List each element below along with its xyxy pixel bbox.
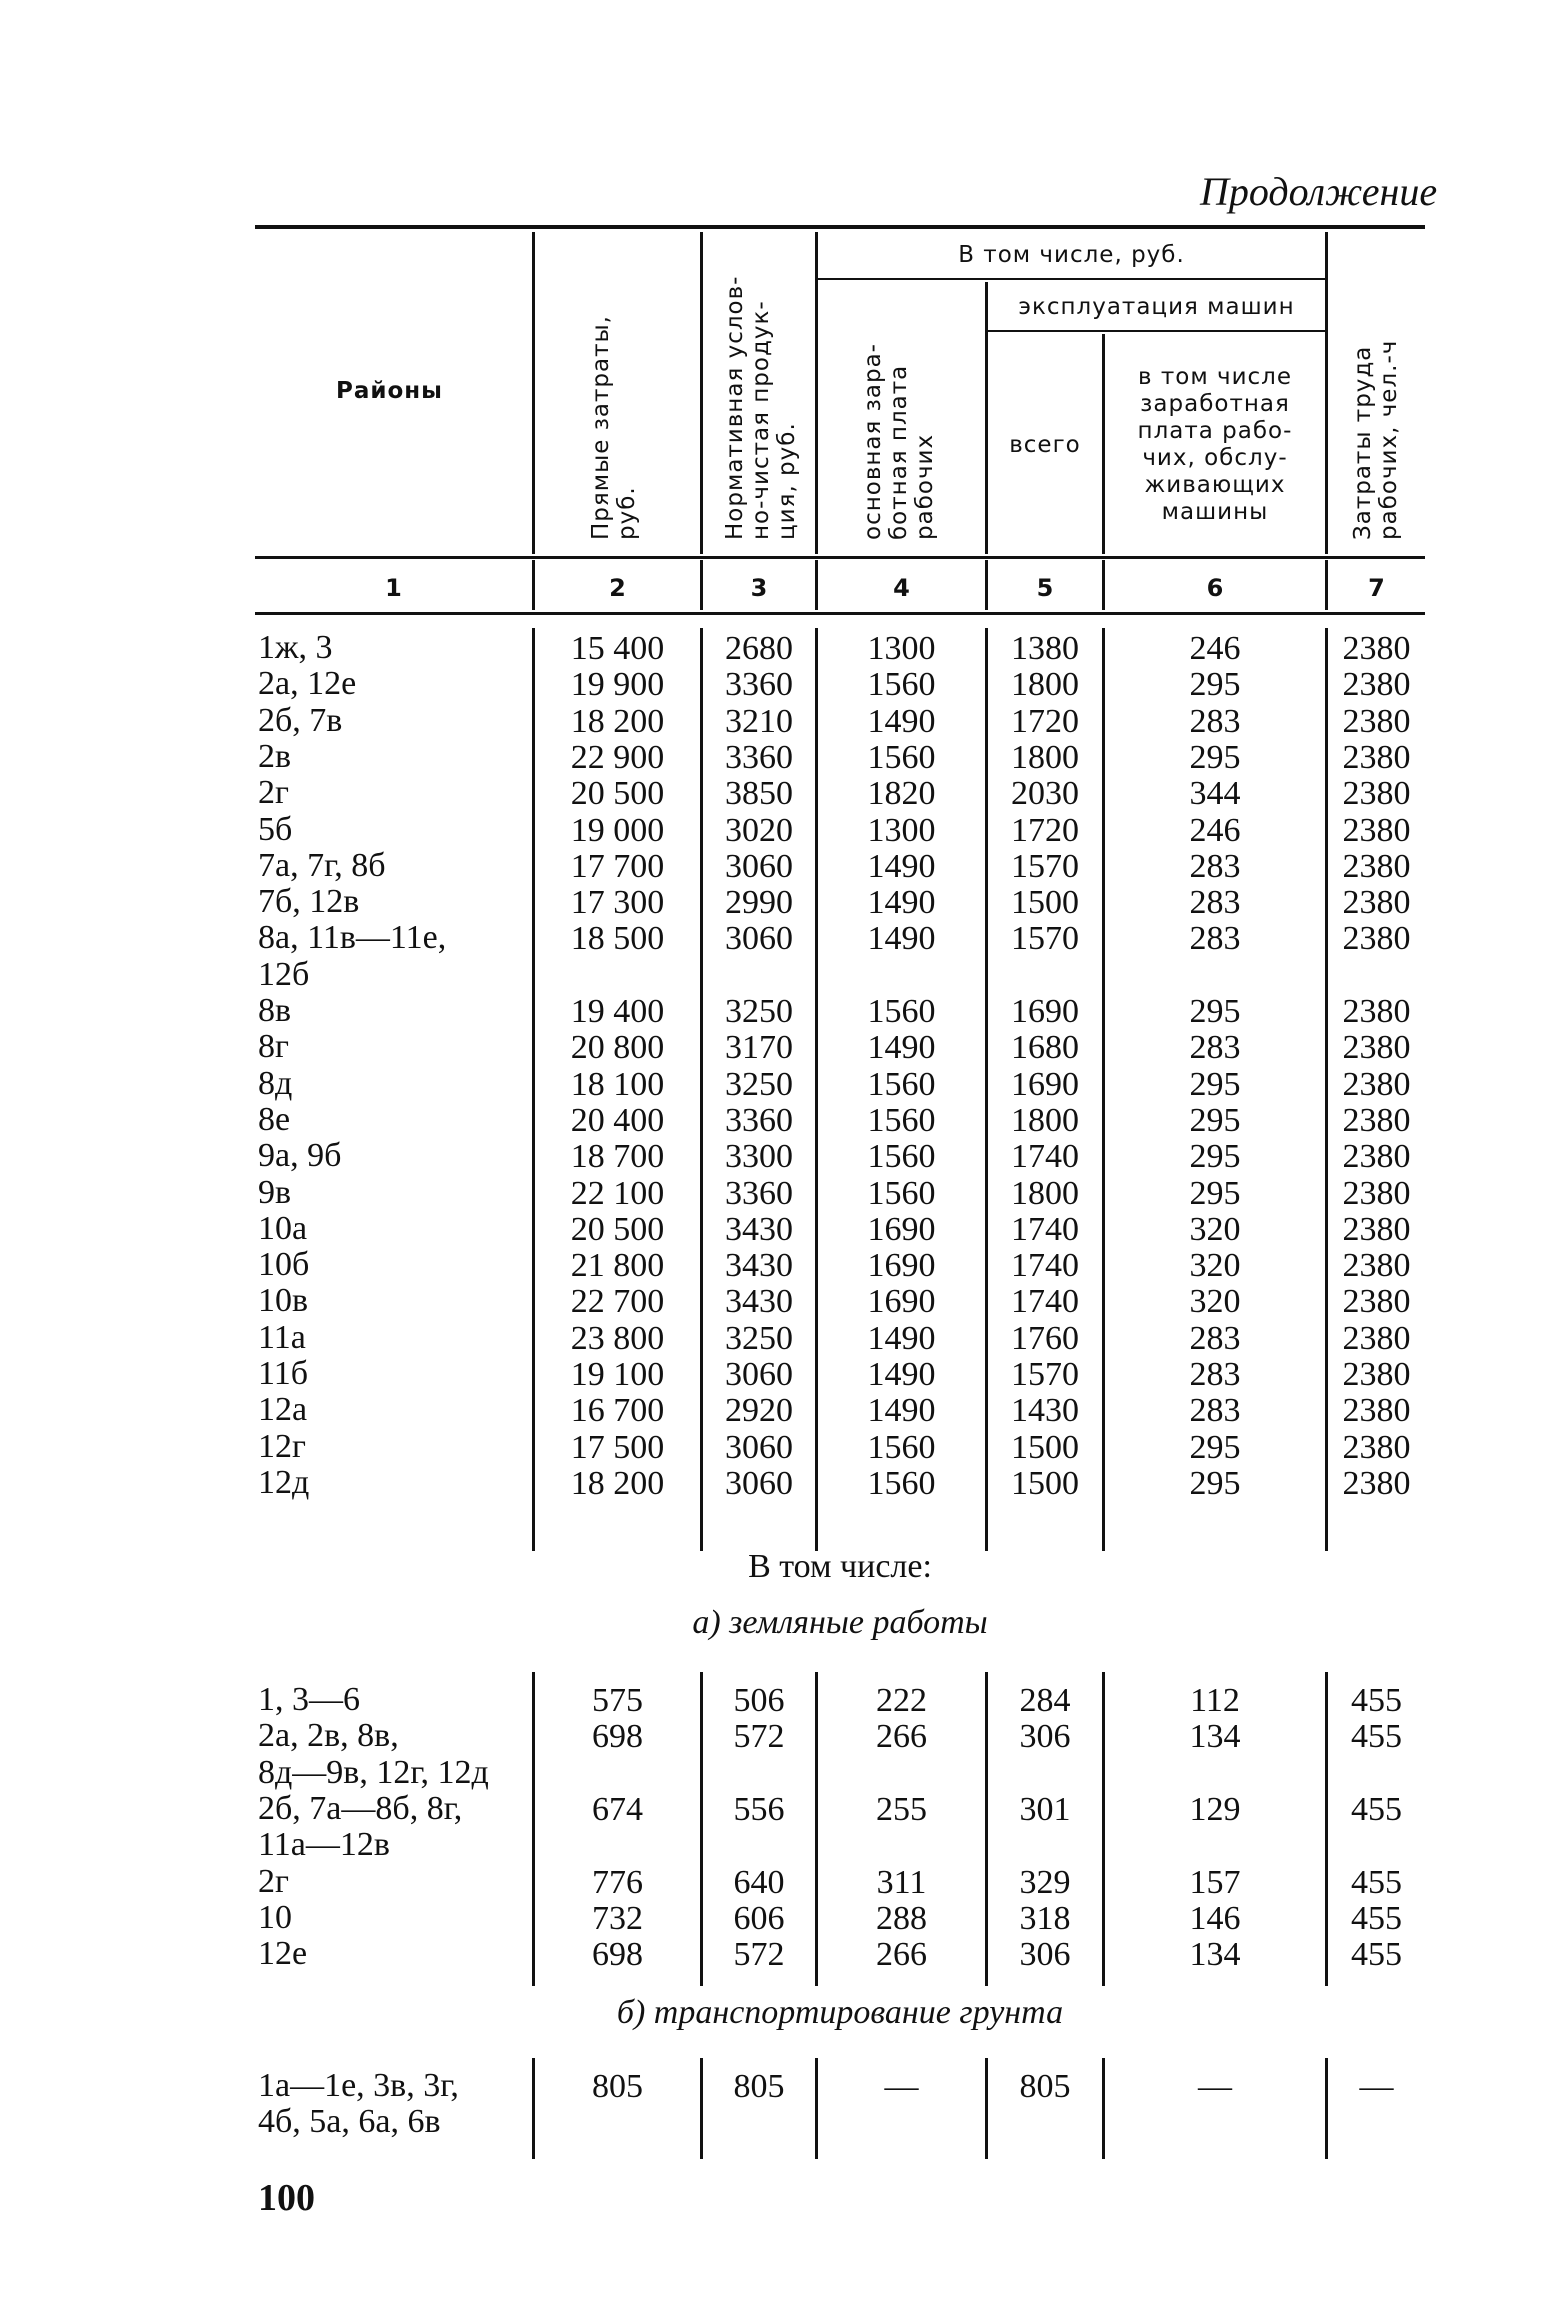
row-value-col-4: 1560 [867,666,936,704]
row-region-name: 9а, 9б [258,1137,342,1175]
row-value-col-4: — [884,2068,919,2105]
row-value-col-3: 3850 [725,775,793,813]
row-region-name: 10а [258,1209,308,1247]
row-value-col-4: 1560 [867,1138,936,1176]
row-value-col-6: 134 [1189,1936,1241,1974]
row-value-col-3: 640 [733,1863,785,1901]
row-region-name: 12б [258,955,310,993]
row-value-col-3: 3360 [725,666,793,704]
row-value-col-3: 3060 [725,1464,793,1502]
row-value-col-3: 3020 [725,811,793,849]
row-value-col-5: 1740 [1011,1247,1079,1285]
row-value-col-4: 1560 [867,1101,936,1139]
row-value-col-4: 1560 [867,1428,936,1466]
row-value-col-2: 698 [592,1936,643,1974]
header-vline-6 [1325,232,1328,554]
row-value-col-2: 17 700 [570,847,665,885]
row-value-col-2: 776 [592,1863,643,1901]
row-value-col-6: 295 [1189,1174,1241,1212]
row-value-col-7: 2380 [1342,1065,1411,1103]
page-number: 100 [258,2177,315,2219]
colnum-vline-2 [700,560,703,610]
row-value-col-5: 1570 [1011,1356,1079,1393]
row-value-col-2: 20 500 [570,1210,665,1248]
row-value-col-3: 3250 [725,993,793,1030]
row-value-col-6: 320 [1189,1247,1241,1285]
row-value-col-2: 674 [592,1790,643,1828]
row-value-col-7: 2380 [1342,993,1411,1030]
row-value-col-2: 19 400 [570,993,665,1030]
row-value-col-2: 698 [592,1718,643,1756]
row-value-col-3: 3210 [725,702,793,740]
header-incl-wage-operators: в том числе заработная плата рабо- чих, обслу- живающих машины [1137,364,1293,525]
row-value-col-6: 320 [1189,1283,1241,1321]
section-a-title: а) земляные работы [692,1604,988,1641]
colnum-1: 1 [385,574,402,602]
row-value-col-2: 19 000 [570,811,665,849]
row-value-col-6: 283 [1189,1392,1241,1430]
row-value-col-7: 455 [1351,1863,1402,1901]
row-value-col-6: 283 [1189,1029,1241,1067]
row-value-col-3: 3250 [725,1319,793,1357]
row-value-col-5: 1740 [1011,1138,1079,1176]
colnum-vline-3 [815,560,818,610]
colnum-vline-6 [1325,560,1328,610]
header-vline-3 [815,232,818,554]
colnum-3: 3 [750,574,768,602]
row-value-col-5: 1500 [1011,1464,1079,1502]
row-value-col-4: 1560 [867,1065,936,1103]
row-region-name: 9в [258,1173,292,1211]
row-value-col-7: 2380 [1342,1029,1411,1067]
row-value-col-3: 3430 [725,1283,793,1321]
row-value-col-5: 1760 [1011,1319,1079,1357]
row-value-col-2: 17 500 [570,1428,665,1466]
row-value-col-7: 2380 [1342,884,1411,922]
colnum-7: 7 [1368,574,1385,602]
row-value-col-7: 2380 [1342,1247,1411,1285]
row-value-col-3: 3060 [725,847,793,885]
row-value-col-5: 1720 [1011,811,1079,849]
row-value-col-7: 455 [1351,1718,1402,1756]
header-top-rule [255,225,1425,229]
row-value-col-4: 1490 [867,1392,936,1430]
row-value-col-2: 16 700 [570,1392,665,1430]
row-value-col-5: 1800 [1011,738,1079,776]
row-value-col-7: 2380 [1342,1392,1411,1430]
row-value-col-2: 18 200 [570,702,665,740]
row-value-col-6: 283 [1189,884,1241,922]
row-value-col-7: 455 [1351,1790,1402,1828]
row-value-col-5: 805 [1019,2068,1071,2105]
row-value-col-5: 1740 [1011,1210,1079,1248]
header-vline-2 [700,232,703,554]
colnum-5: 5 [1036,574,1054,602]
row-value-col-4: 1490 [867,884,936,922]
row-value-col-6: 129 [1189,1790,1241,1828]
row-region-name: 2в [258,737,292,775]
row-value-col-7: 2380 [1342,1464,1411,1502]
row-value-col-3: 2680 [725,630,793,667]
row-value-col-7: 2380 [1342,811,1411,849]
row-value-col-6: 157 [1189,1863,1241,1901]
row-value-col-5: 2030 [1011,775,1079,813]
row-value-col-3: 3430 [725,1247,793,1285]
header-total: всего [1009,432,1081,458]
row-value-col-4: 255 [876,1790,927,1828]
row-value-col-5: 284 [1019,1682,1071,1719]
row-value-col-5: 1680 [1011,1029,1079,1067]
row-value-col-5: 1570 [1011,847,1079,885]
row-value-col-2: 18 200 [570,1464,665,1502]
row-value-col-2: 805 [592,2068,643,2105]
row-region-name: 2а, 2в, 8в, [258,1717,399,1755]
row-value-col-6: 295 [1189,1065,1241,1103]
row-value-col-2: 732 [592,1899,643,1937]
colnum-4: 4 [893,574,910,602]
row-value-col-4: 1490 [867,1029,936,1067]
row-value-col-3: 3430 [725,1210,793,1248]
row-value-col-3: 3060 [725,920,793,958]
row-value-col-2: 18 100 [570,1065,665,1103]
row-value-col-4: 1490 [867,847,936,885]
row-region-name: 12д [258,1463,310,1501]
row-value-col-7: 2380 [1342,666,1411,704]
header-regions: Районы [336,378,443,404]
colnum-vline-5 [1102,560,1105,610]
row-region-name: 12е [258,1935,308,1973]
row-value-col-4: 288 [876,1899,927,1937]
row-value-col-5: 301 [1019,1790,1071,1828]
continuation-label: Продолжение [1200,169,1438,214]
row-value-col-4: 1490 [867,1356,936,1393]
row-value-col-7: 2380 [1342,1210,1411,1248]
colnum-2: 2 [609,574,626,602]
row-value-col-7: 2380 [1342,702,1411,740]
row-region-name: 8е [258,1100,291,1138]
colnum-6: 6 [1206,574,1224,602]
row-region-name: 10б [258,1246,310,1284]
machine-rule [988,330,1328,332]
row-value-col-6: 283 [1189,702,1241,740]
row-value-col-7: 2380 [1342,1428,1411,1466]
row-region-name: 8д [258,1064,293,1102]
row-region-name: 8д—9в, 12г, 12д [258,1753,489,1791]
row-value-col-5: 1800 [1011,666,1079,704]
row-value-col-7: 2380 [1342,1138,1411,1176]
header-vline-1 [532,232,535,554]
row-value-col-4: 266 [876,1936,927,1974]
row-region-name: 12г [258,1427,306,1465]
row-value-col-7: 2380 [1342,847,1411,885]
row-value-col-7: 2380 [1342,775,1411,813]
row-value-col-4: 266 [876,1718,927,1756]
row-region-name: 2г [258,1862,289,1900]
row-value-col-2: 19 100 [570,1356,665,1393]
row-value-col-4: 1300 [867,630,936,667]
row-value-col-4: 1490 [867,920,936,958]
row-region-name: 11а—12в [258,1826,390,1864]
header-machine-operation: эксплуатация машин [1018,294,1295,320]
row-region-name: 4б, 5а, 6а, 6в [258,2103,441,2141]
section-b-title: б) транспортирование грунта [616,1994,1064,2031]
row-value-col-6: 320 [1189,1210,1241,1248]
row-value-col-6: 344 [1189,775,1241,813]
row-value-col-5: 306 [1019,1718,1071,1756]
row-value-col-6: 295 [1189,1464,1241,1502]
row-value-col-4: 1560 [867,993,936,1030]
header-vline-4 [985,282,988,554]
row-region-name: 2а, 12е [258,665,357,703]
row-value-col-2: 20 500 [570,775,665,813]
row-region-name: 10 [258,1898,292,1936]
row-region-name: 7б, 12в [258,883,360,921]
colnum-vline-4 [985,560,988,610]
row-value-col-5: 318 [1019,1899,1071,1937]
colnum-bottom-rule [255,612,1425,615]
row-region-name: 11б [258,1355,309,1392]
row-value-col-6: 246 [1189,811,1241,849]
row-value-col-2: 17 300 [570,884,665,922]
row-value-col-5: 1500 [1011,1428,1079,1466]
row-value-col-4: 1490 [867,1319,936,1357]
row-value-col-4: 1690 [867,1210,936,1248]
row-value-col-4: 1300 [867,811,936,849]
row-value-col-4: 1560 [867,1174,936,1212]
row-value-col-2: 19 900 [570,666,665,704]
header-including-rub: В том числе, руб. [958,242,1185,268]
row-value-col-2: 18 500 [570,920,665,958]
row-value-col-3: 506 [733,1682,785,1719]
row-value-col-5: 1740 [1011,1283,1079,1321]
row-value-col-7: 2380 [1342,1283,1411,1321]
row-region-name: 5б [258,810,293,848]
row-value-col-3: 572 [733,1718,785,1756]
row-value-col-3: 805 [733,2068,785,2105]
row-value-col-3: 3250 [725,1065,793,1103]
row-value-col-3: 2990 [725,884,793,922]
row-value-col-7: 2380 [1342,630,1411,667]
row-value-col-3: 3300 [725,1138,793,1176]
row-region-name: 8а, 11в—11е, [258,919,447,957]
row-value-col-4: 1690 [867,1283,936,1321]
row-value-col-5: 1800 [1011,1101,1079,1139]
row-value-col-2: 15 400 [570,630,665,667]
row-region-name: 11а [258,1318,306,1356]
row-value-col-7: 2380 [1342,1356,1411,1393]
row-region-name: 8г [258,1028,289,1066]
row-value-col-2: 21 800 [570,1247,665,1285]
row-region-name: 1, 3—6 [258,1681,360,1718]
row-value-col-2: 22 900 [570,738,665,776]
row-value-col-7: 2380 [1342,920,1411,958]
row-region-name: 2б, 7в [258,701,343,739]
header-base-wage: основная зара- ботная плата рабочих [860,343,938,540]
row-value-col-5: 329 [1019,1863,1071,1901]
row-value-col-6: 295 [1189,1138,1241,1176]
row-value-col-4: 1560 [867,738,936,776]
row-value-col-3: 2920 [725,1392,793,1430]
row-value-col-7: 2380 [1342,1101,1411,1139]
row-value-col-6: 295 [1189,738,1241,776]
colnum-vline-1 [532,560,535,610]
row-value-col-7: 2380 [1342,1319,1411,1357]
row-value-col-3: 3060 [725,1428,793,1466]
row-value-col-6: 283 [1189,847,1241,885]
row-value-col-5: 306 [1019,1936,1071,1974]
row-value-col-6: 246 [1189,630,1241,667]
row-value-col-6: 146 [1189,1899,1241,1937]
row-region-name: 12а [258,1391,308,1429]
header-normative-output: Нормативная услов- но-чистая продук- ция, руб. [722,275,800,540]
row-value-col-2: 18 700 [570,1138,665,1176]
row-value-col-2: 22 700 [570,1283,665,1321]
header-direct-costs: Прямые затраты, руб. [588,315,640,540]
row-value-col-3: 606 [733,1899,785,1937]
row-value-col-7: 2380 [1342,738,1411,776]
row-value-col-4: 1490 [867,702,936,740]
row-value-col-3: 556 [733,1790,785,1828]
row-region-name: 8в [258,992,292,1029]
row-region-name: 2б, 7а—8б, 8г, [258,1789,463,1827]
row-value-col-5: 1690 [1011,1065,1079,1103]
row-value-col-3: 3360 [725,1101,793,1139]
row-value-col-6: 283 [1189,920,1241,958]
row-value-col-5: 1430 [1011,1392,1079,1430]
row-value-col-7: — [1359,2068,1394,2105]
row-value-col-3: 3060 [725,1356,793,1393]
row-value-col-4: 222 [876,1682,927,1719]
header-labor-costs: Затраты труда рабочих, чел.-ч [1350,339,1402,540]
row-value-col-2: 23 800 [570,1319,665,1357]
row-region-name: 7а, 7г, 8б [258,846,386,884]
row-value-col-5: 1570 [1011,920,1079,958]
row-value-col-6: 283 [1189,1356,1241,1393]
row-value-col-6: 283 [1189,1319,1241,1357]
row-value-col-5: 1380 [1011,630,1079,667]
row-value-col-5: 1720 [1011,702,1079,740]
row-value-col-3: 3360 [725,738,793,776]
row-value-col-4: 1820 [867,775,936,813]
row-value-col-5: 1500 [1011,884,1079,922]
row-value-col-6: 295 [1189,1428,1241,1466]
row-value-col-4: 1560 [867,1464,936,1502]
row-value-col-6: 295 [1189,993,1241,1030]
row-value-col-7: 455 [1351,1899,1402,1937]
row-value-col-2: 575 [592,1682,643,1719]
row-value-col-6: 295 [1189,1101,1241,1139]
row-value-col-7: 2380 [1342,1174,1411,1212]
including-rule [818,278,1328,280]
row-value-col-4: 1690 [867,1247,936,1285]
row-value-col-6: 112 [1190,1682,1240,1719]
row-value-col-2: 20 800 [570,1029,665,1067]
row-value-col-3: 3360 [725,1174,793,1212]
row-value-col-2: 22 100 [570,1174,665,1212]
row-value-col-4: 311 [876,1863,927,1901]
row-value-col-6: 295 [1189,666,1241,704]
row-value-col-7: 455 [1351,1936,1402,1974]
row-value-col-6: 134 [1189,1718,1241,1756]
row-value-col-5: 1800 [1011,1174,1079,1212]
header-bottom-rule [255,556,1425,559]
row-region-name: 1а—1е, 3в, 3г, [258,2067,459,2104]
including-label: В том числе: [748,1548,932,1585]
row-value-col-5: 1690 [1011,993,1079,1030]
row-region-name: 10в [258,1282,309,1320]
row-value-col-2: 20 400 [570,1101,665,1139]
row-value-col-3: 572 [733,1936,785,1974]
row-region-name: 2г [258,774,289,812]
row-value-col-3: 3170 [725,1029,793,1067]
row-value-col-6: — [1198,2068,1232,2105]
row-region-name: 1ж, 3 [258,629,333,666]
row-value-col-7: 455 [1351,1682,1402,1719]
